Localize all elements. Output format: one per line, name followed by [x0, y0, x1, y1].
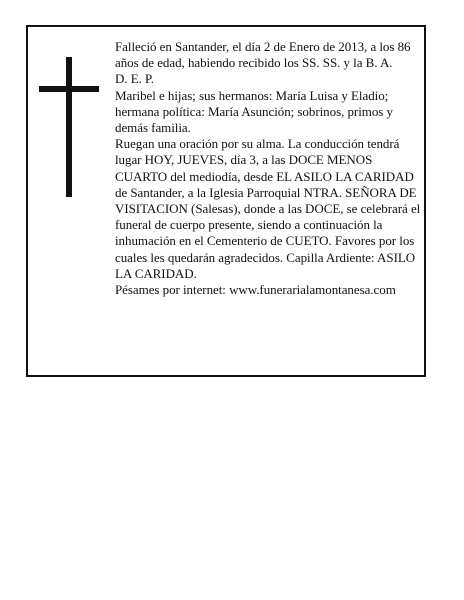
condolences-website: Pésames por internet: www.funerarialamontanesa.com	[115, 282, 396, 298]
obituary-text	[115, 39, 423, 298]
rest-in-peace-line: D. E. P.	[115, 71, 154, 87]
cross-icon	[39, 57, 99, 197]
funeral-details: Ruegan una oración por su alma. La conducción tendrá lugar HOY, JUEVES, día 3, a las DOCE MENOS CUARTO del mediodía, desde EL ASILO LA CARIDAD de Santander, a la Iglesia Parroquial NTRA. SEÑORA DE VISITACION (Salesas), donde a las DOCE, se celebrará el funeral de cuerpo presente, siendo a continuación la inhumación en el Cementerio de CUETO. Favores por los cuales les quedarán agradecidos. Capilla Ardiente: ASILO LA CARIDAD.	[115, 136, 421, 281]
obituary-notice	[26, 25, 426, 377]
family-list: Maribel e hijas; sus hermanos: María Luisa y Eladio; hermana política: María Asunción; sobrinos, primos y demás familia.	[115, 87, 393, 136]
death-announcement: Falleció en Santander, el día 2 de Enero de 2013, a los 86 años de edad, habiendo recibido los SS. SS. y la B. A.	[115, 39, 411, 71]
cross-horizontal-bar	[39, 86, 99, 92]
cross-vertical-bar	[66, 57, 72, 197]
